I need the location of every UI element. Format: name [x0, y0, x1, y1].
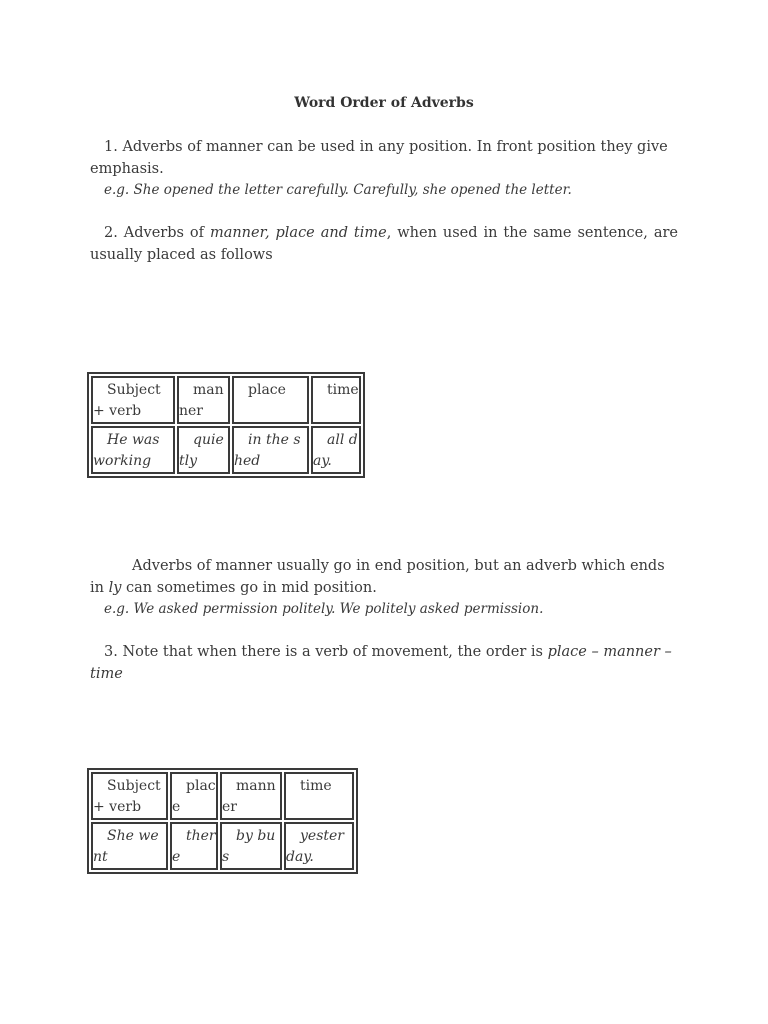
table-1-header-place: place [248, 382, 286, 398]
table-2-header-time: time [300, 778, 332, 794]
paragraph-1: 1. Adverbs of manner can be used in any position. In front position they give emphasis. [90, 139, 668, 177]
paragraph-4-emphasis: place – manner – time [90, 644, 672, 682]
example-1: e.g. She opened the letter carefully. Carefully, she opened the letter. [104, 182, 572, 198]
table-2-header-manner: manner [222, 778, 276, 815]
paragraph-2-pre: 2. Adverbs of [104, 225, 210, 241]
table-2-cell-place: there [172, 828, 216, 865]
word-order-table-1 [87, 372, 365, 478]
paragraph-2 [90, 222, 678, 266]
table-1-cell-subject-verb: He was working [93, 432, 160, 469]
table-1-row [91, 426, 361, 474]
table-1-header-row [91, 376, 361, 424]
table-2-cell-subject-verb: She went [93, 828, 159, 865]
page-title: Word Order of Adverbs [294, 95, 474, 111]
table-2-row [91, 822, 354, 870]
table-2-header-place: place [172, 778, 216, 815]
table-1-header-manner: manner [179, 382, 224, 419]
paragraph-2-post: , when used in the same sentence, are usually placed as follows [90, 225, 678, 263]
paragraph-2-emphasis: manner, place and time [209, 225, 387, 241]
table-1-cell-time: all day. [313, 432, 358, 469]
word-order-table-2 [87, 768, 358, 874]
paragraph-3-emphasis: ly [108, 580, 122, 596]
paragraph-4 [90, 641, 678, 685]
table-2-header-subject-verb: Subject + verb [93, 778, 161, 815]
table-1-header-time: time [327, 382, 359, 398]
table-2-cell-time: yesterday. [286, 828, 344, 865]
example-2: e.g. We asked permission politely. We politely asked permission. [104, 601, 544, 617]
table-2-cell-manner: by bus [222, 828, 276, 865]
table-1-cell-place: in the shed [234, 432, 301, 469]
table-2-header-row [91, 772, 354, 820]
table-1-header-subject-verb: Subject + verb [93, 382, 161, 419]
paragraph-4-pre: 3. Note that when there is a verb of movement, the order is [104, 644, 548, 660]
paragraph-3-post: can sometimes go in mid position. [121, 580, 377, 596]
paragraph-3-pre: Adverbs of manner usually go in end position, but an adverb which ends in [90, 558, 665, 596]
table-1-cell-manner: quietly [179, 432, 224, 469]
paragraph-3 [90, 555, 678, 599]
